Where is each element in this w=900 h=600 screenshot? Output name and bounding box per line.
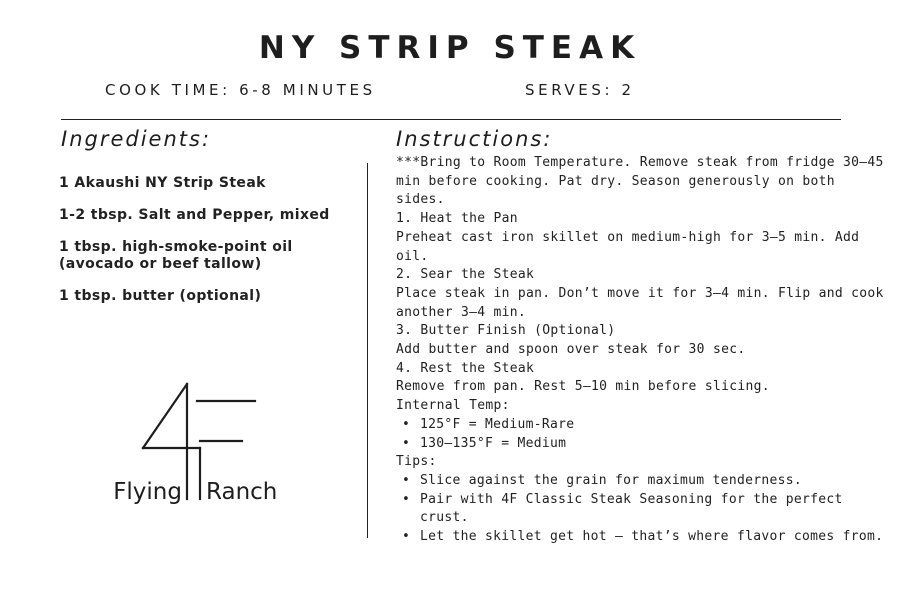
- temp-item: • 125°F = Medium-Rare: [396, 416, 886, 435]
- instructions-body: [396, 154, 886, 547]
- instructions-heading: Instructions:: [396, 127, 553, 151]
- flying-4f-ranch-logo: [112, 381, 292, 506]
- step-text: Remove from pan. Rest 5–10 min before slicing.: [396, 379, 770, 395]
- ingredient-item: 1 tbsp. high-smoke-point oil (avocado or beef tallow): [59, 239, 293, 272]
- step-title: 3. Butter Finish (Optional): [396, 323, 616, 339]
- temp-item: • 130–135°F = Medium: [396, 435, 886, 454]
- step-title: 1. Heat the Pan: [396, 211, 518, 227]
- ingredient-item: 1 tbsp. butter (optional): [59, 288, 262, 304]
- tips-list: [396, 472, 886, 547]
- tip-item: • Pair with 4F Classic Steak Seasoning for the perfect crust.: [396, 491, 886, 528]
- recipe-title: NY STRIP STEAK: [258, 30, 642, 66]
- tip-item: • Slice against the grain for maximum tenderness.: [396, 472, 886, 491]
- ingredient-item: 1-2 tbsp. Salt and Pepper, mixed: [59, 207, 330, 223]
- tips-label: Tips:: [396, 454, 437, 470]
- prep-note: ***Bring to Room Temperature. Remove steak from fridge 30–45 min before cooking. Pat dry. Season generously on both sides.: [396, 155, 884, 208]
- ingredient-item: 1 Akaushi NY Strip Steak: [59, 175, 266, 191]
- step-title: 4. Rest the Steak: [396, 360, 535, 376]
- column-divider: [367, 163, 368, 538]
- ingredients-list: [59, 175, 354, 320]
- logo-flying-text: Flying: [113, 479, 182, 505]
- step-title: 2. Sear the Steak: [396, 267, 535, 283]
- tip-item: • Let the skillet get hot — that’s where flavor comes from.: [396, 528, 886, 547]
- logo-ranch-text: Ranch: [206, 479, 278, 505]
- temp-list: [396, 416, 886, 453]
- header-divider: [61, 119, 841, 120]
- step-text: Place steak in pan. Don’t move it for 3–4 min. Flip and cook another 3–4 min.: [396, 285, 884, 320]
- step-text: Add butter and spoon over steak for 30 sec.: [396, 342, 746, 358]
- internal-temp-label: Internal Temp:: [396, 398, 510, 414]
- ingredients-heading: Ingredients:: [61, 127, 212, 151]
- step-text: Preheat cast iron skillet on medium-high for 3–5 min. Add oil.: [396, 229, 860, 264]
- serves-count: SERVES: 2: [525, 81, 635, 99]
- cook-time: COOK TIME: 6-8 MINUTES: [105, 81, 376, 99]
